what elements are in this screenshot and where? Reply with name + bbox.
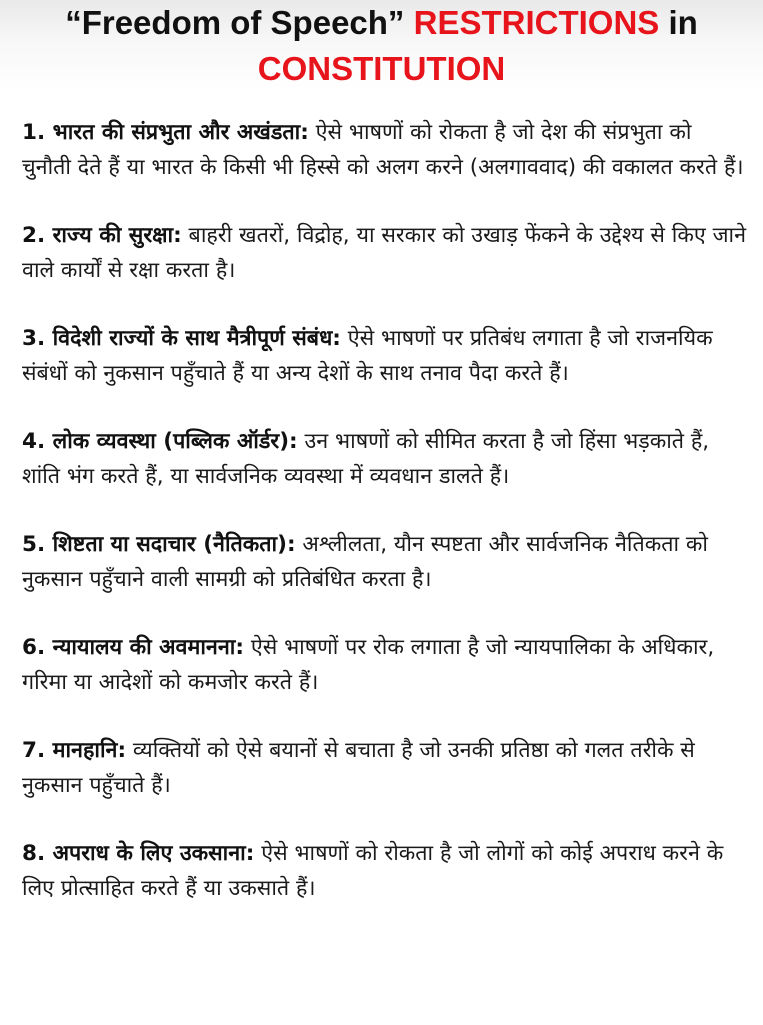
item-text: व्यक्तियों को ऐसे बयानों से बचाता है जो उनकी प्रतिष्ठा को गलत तरीके से नुकसान पहुँचाते हैं। [22, 738, 695, 798]
item-text: उन भाषणों को सीमित करता है जो हिंसा भड़काते हैं, शांति भंग करते हैं, या सार्वजनिक व्यवस्था में व्यवधान डालते हैं। [22, 429, 710, 489]
list-item [22, 527, 747, 597]
item-text: ऐसे भाषणों को रोकता है जो लोगों को कोई अपराध करने के लिए प्रोत्साहित करते हैं या उकसाते हैं। [22, 841, 724, 901]
list-item [22, 630, 747, 700]
item-heading: 1. भारत की संप्रभुता और अखंडता: [22, 120, 309, 145]
list-item [22, 733, 747, 803]
list-item [22, 115, 747, 185]
item-heading: 8. अपराध के लिए उकसाना: [22, 841, 255, 866]
item-text: ऐसे भाषणों को रोकता है जो देश की संप्रभुता को चुनौती देते हैं या भारत के किसी भी हिस्से को अलग करने (अलगाववाद) की वकालत करते हैं। [22, 120, 744, 180]
item-heading: 4. लोक व्यवस्था (पब्लिक ऑर्डर): [22, 429, 298, 454]
item-heading: 2. राज्य की सुरक्षा: [22, 223, 182, 248]
list-item [22, 836, 747, 906]
item-text: ऐसे भाषणों पर रोक लगाता है जो न्यायपालिका के अधिकार, गरिमा या आदेशों को कमजोर करते हैं। [22, 635, 715, 695]
list-item [22, 218, 747, 288]
list-item [22, 321, 747, 391]
item-text: ऐसे भाषणों पर प्रतिबंध लगाता है जो राजनयिक संबंधों को नुकसान पहुँचाते हैं या अन्य देशों के साथ तनाव पैदा करते हैं। [22, 326, 713, 386]
title-constitution: CONSTITUTION [257, 50, 506, 87]
title-in: in [668, 4, 698, 41]
page-title [0, 0, 763, 92]
item-text: अश्लीलता, यौन स्पष्टता और सार्वजनिक नैतिकता को नुकसान पहुँचाने वाली सामग्री को प्रतिबंधित करता है। [22, 532, 708, 592]
list-item [22, 424, 747, 494]
item-text: बाहरी खतरों, विद्रोह, या सरकार को उखाड़ फेंकने के उद्देश्य से किए जाने वाले कार्यों से रक्षा करता है। [22, 223, 747, 283]
restrictions-list [22, 115, 747, 939]
item-heading: 5. शिष्टता या सदाचार (नैतिकता): [22, 532, 296, 557]
item-heading: 7. मानहानि: [22, 738, 127, 763]
item-heading: 6. न्यायालय की अवमानना: [22, 635, 244, 660]
item-heading: 3. विदेशी राज्यों के साथ मैत्रीपूर्ण संबंध: [22, 326, 341, 351]
title-quote: “Freedom of Speech” [65, 4, 405, 41]
title-restrictions: RESTRICTIONS [413, 4, 660, 41]
